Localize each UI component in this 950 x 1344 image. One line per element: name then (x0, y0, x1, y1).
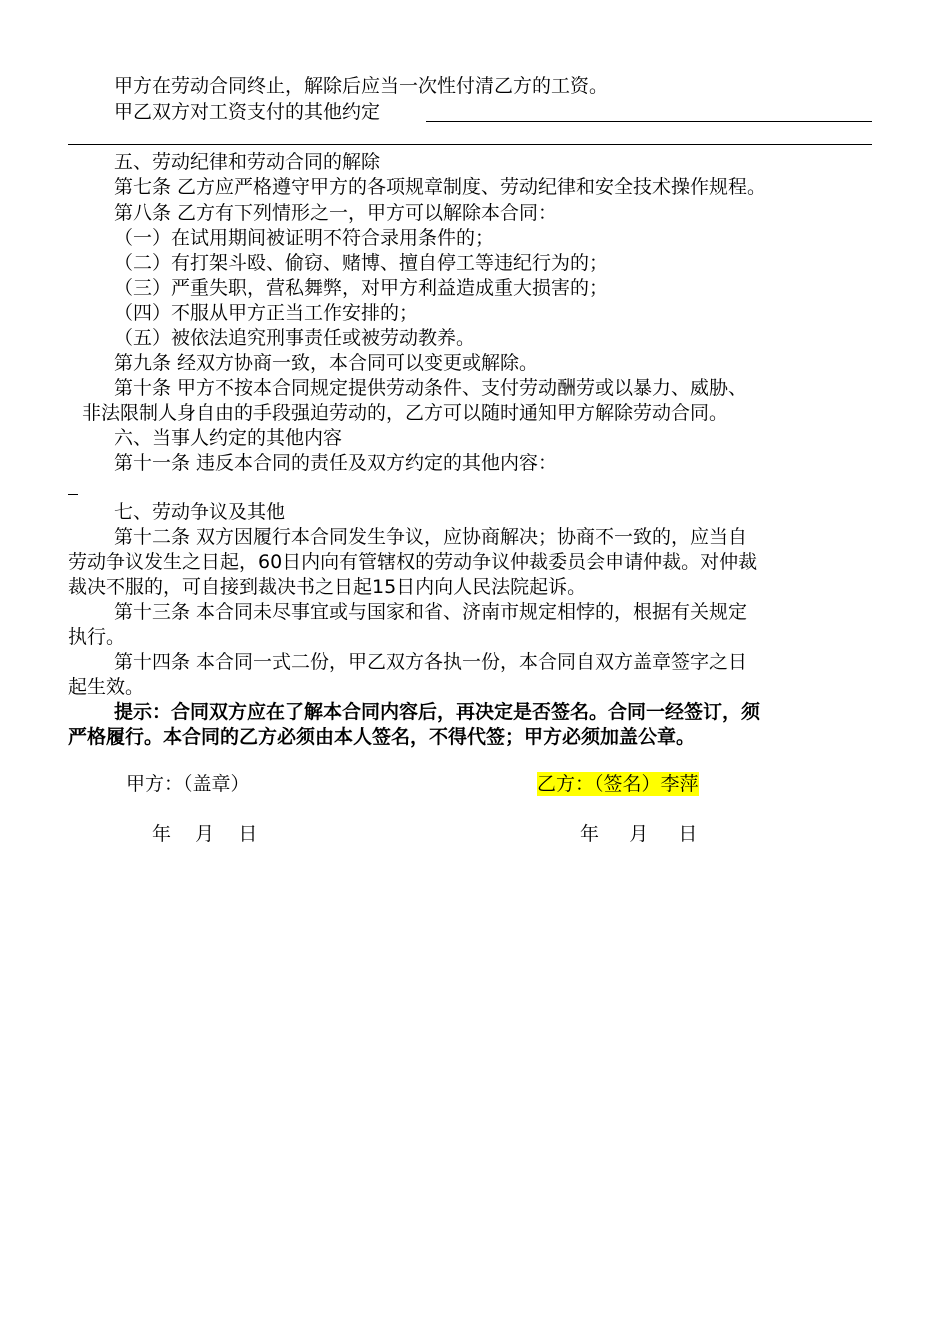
notice-line-1: 提示：合同双方应在了解本合同内容后，再决定是否签名。合同一经签订，须 (114, 701, 761, 723)
notice-line-2: 严格履行。本合同的乙方必须由本人签名，不得代签；甲方必须加盖公章。 (68, 726, 696, 748)
article-13-line-1: 第十三条 本合同未尽事宜或与国家和省、济南市规定相悖的，根据有关规定 (114, 601, 748, 623)
party-a-date: 年 月 日 (152, 823, 258, 845)
section-6-heading: 六、当事人约定的其他内容 (114, 427, 343, 449)
article-7: 第七条 乙方应严格遵守甲方的各项规章制度、劳动纪律和安全技术操作规程。 (114, 176, 767, 198)
article-11: 第十一条 违反本合同的责任及双方约定的其他内容： (114, 452, 558, 474)
article-9: 第九条 经双方协商一致，本合同可以变更或解除。 (114, 352, 539, 374)
party-a-seal-label: 甲方：（盖章） (126, 773, 250, 795)
blank-fill-line (426, 121, 872, 122)
paragraph-wage-settlement: 甲方在劳动合同终止，解除后应当一次性付清乙方的工资。 (114, 75, 609, 97)
article-14-line-2: 起生效。 (68, 676, 145, 698)
article-13-line-2: 执行。 (68, 626, 126, 648)
article-8-item-5: （五）被依法追究刑事责任或被劳动教养。 (114, 327, 476, 349)
paragraph-other-wage-terms: 甲乙双方对工资支付的其他约定 (114, 101, 381, 123)
party-b-signature-label: 乙方：（签名）李萍 (537, 773, 699, 795)
article-8: 第八条 乙方有下列情形之一，甲方可以解除本合同： (114, 202, 558, 224)
section-5-heading: 五、劳动纪律和劳动合同的解除 (114, 151, 381, 173)
article-12-line-2: 劳动争议发生之日起，60日内向有管辖权的劳动争议仲裁委员会申请仲裁。对仲裁 (68, 551, 758, 573)
article-12-line-3: 裁决不服的，可自接到裁决书之日起15日内向人民法院起诉。 (68, 576, 587, 598)
article-8-item-3: （三）严重失职，营私舞弊，对甲方利益造成重大损害的； (114, 277, 609, 299)
section-7-heading: 七、劳动争议及其他 (114, 501, 286, 523)
article-14-line-1: 第十四条 本合同一式二份，甲乙双方各执一份，本合同自双方盖章签字之日 (114, 651, 748, 673)
party-b-date: 年 月 日 (580, 823, 698, 845)
article-8-item-4: （四）不服从甲方正当工作安排的； (114, 302, 419, 324)
blank-fill-mark (68, 494, 78, 495)
article-10-line-1: 第十条 甲方不按本合同规定提供劳动条件、支付劳动酬劳或以暴力、威胁、 (114, 377, 748, 399)
article-8-item-1: （一）在试用期间被证明不符合录用条件的； (114, 227, 495, 249)
article-10-line-2: 非法限制人身自由的手段强迫劳动的，乙方可以随时通知甲方解除劳动合同。 (82, 402, 729, 424)
article-8-item-2: （二）有打架斗殴、偷窃、赌博、擅自停工等违纪行为的； (114, 252, 609, 274)
blank-fill-line-full (68, 144, 872, 145)
article-12-line-1: 第十二条 双方因履行本合同发生争议，应协商解决；协商不一致的，应当自 (114, 526, 748, 548)
